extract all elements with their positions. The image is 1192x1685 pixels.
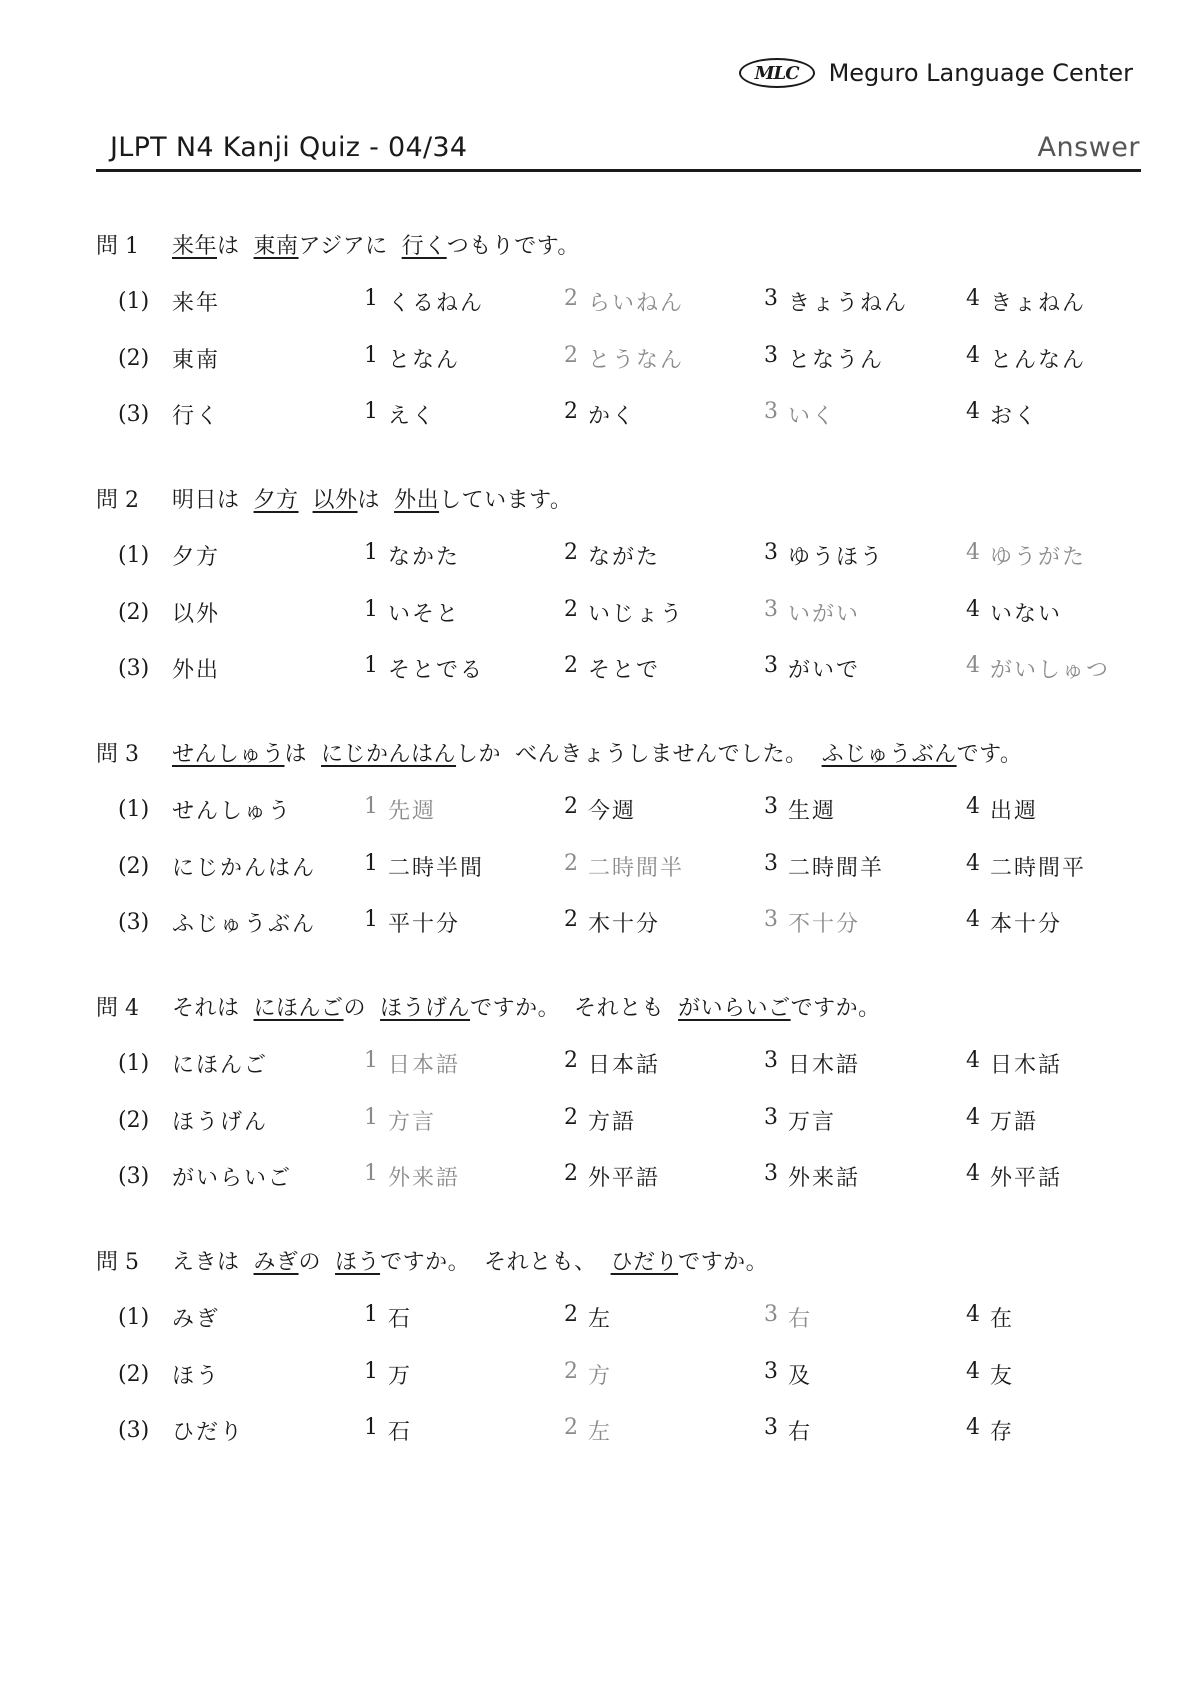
sentence-text: は	[284, 741, 308, 767]
choice-option	[564, 1302, 612, 1333]
choice-number: 2	[564, 398, 578, 424]
question-sentence	[172, 737, 1022, 768]
choice-option	[564, 399, 636, 430]
choice-option	[764, 1105, 836, 1136]
question-sentence	[172, 1245, 768, 1276]
choice-option	[966, 1415, 1014, 1446]
choice-option	[966, 1359, 1014, 1390]
choice-text: 存	[990, 1419, 1015, 1445]
correct-choice	[764, 597, 860, 628]
underlined-word: ほうげん	[380, 995, 471, 1021]
choice-option	[564, 1048, 660, 1079]
choice-number: 2	[564, 850, 578, 876]
choice-text: 先週	[388, 798, 437, 824]
choice-text: そとでる	[388, 657, 485, 683]
underlined-word: 以外	[312, 487, 358, 513]
choice-option	[764, 794, 836, 825]
choice-text: そとで	[588, 657, 661, 683]
question-5	[96, 1240, 1146, 1494]
choice-option	[364, 343, 460, 374]
choice-option	[966, 1105, 1038, 1136]
item-word: せんしゅう	[172, 798, 293, 824]
choice-number: 1	[364, 1414, 378, 1440]
choice-number: 2	[564, 539, 578, 565]
question-number: 問 1	[96, 233, 139, 259]
choice-text: いじょう	[588, 601, 685, 627]
question-sentence	[172, 483, 572, 514]
choice-number: 2	[564, 793, 578, 819]
question-sentence	[172, 229, 580, 260]
item-number: (2)	[118, 853, 150, 879]
choice-text: ゆうほう	[788, 544, 885, 570]
item-word: 夕方	[172, 544, 221, 570]
question-heading	[96, 478, 572, 518]
choice-option	[364, 540, 460, 571]
choice-text: 石	[388, 1419, 413, 1445]
correct-choice	[364, 794, 436, 825]
choice-number: 4	[966, 539, 980, 565]
choice-number: 1	[364, 850, 378, 876]
item-number: (2)	[118, 345, 150, 371]
choice-number: 1	[364, 1104, 378, 1130]
underlined-word: にじかんはん	[321, 741, 457, 767]
choice-number: 2	[564, 285, 578, 311]
correct-choice	[364, 1048, 460, 1079]
choice-option	[364, 851, 484, 882]
choice-number: 2	[564, 906, 578, 932]
choice-text: きょうねん	[788, 290, 909, 316]
choice-number: 1	[364, 539, 378, 565]
choice-number: 2	[564, 1104, 578, 1130]
choice-number: 1	[364, 652, 378, 678]
sentence-text: それとも、	[484, 1249, 597, 1275]
sentence-text: それは	[172, 995, 240, 1021]
choice-option	[764, 851, 884, 882]
mlc-logo-icon: MLC	[739, 58, 815, 88]
question-heading	[96, 986, 881, 1026]
choice-text: いがい	[788, 601, 861, 627]
sentence-text: ですか。	[790, 995, 881, 1021]
choice-option	[364, 597, 460, 628]
choice-number: 3	[764, 906, 778, 932]
sentence-text: ですか。	[678, 1249, 769, 1275]
choice-text: 左	[588, 1419, 613, 1445]
choice-number: 3	[764, 1160, 778, 1186]
correct-choice	[764, 907, 860, 938]
item-word: ひだり	[172, 1419, 245, 1445]
choice-option	[966, 851, 1086, 882]
choice-option	[966, 907, 1062, 938]
sentence-text: つもりです。	[446, 233, 580, 259]
item-number: (1)	[118, 288, 150, 314]
item-number: (1)	[118, 542, 150, 568]
sentence-text: それとも	[574, 995, 665, 1021]
choice-text: 外平話	[990, 1165, 1063, 1191]
item-word: がいらいご	[172, 1165, 293, 1191]
sentence-text: の	[298, 1249, 322, 1275]
underlined-word: 外出	[394, 487, 440, 513]
question-sentence	[172, 991, 881, 1022]
question-1	[96, 224, 1146, 478]
question-heading	[96, 732, 1022, 772]
choice-number: 3	[764, 398, 778, 424]
choice-text: きょねん	[990, 290, 1087, 316]
item-number: (2)	[118, 1107, 150, 1133]
item-number: (1)	[118, 1050, 150, 1076]
item-word: 以外	[172, 601, 221, 627]
correct-choice	[364, 1161, 460, 1192]
item-number: (2)	[118, 599, 150, 625]
choice-option	[364, 399, 436, 430]
choice-number: 4	[966, 793, 980, 819]
choice-option	[764, 286, 908, 317]
choice-number: 1	[364, 1047, 378, 1073]
question-number: 問 2	[96, 487, 139, 513]
choice-text: 万言	[788, 1109, 837, 1135]
correct-choice	[564, 343, 684, 374]
choice-text: えく	[388, 403, 437, 429]
choice-text: 左	[588, 1306, 613, 1332]
choice-text: 在	[990, 1306, 1015, 1332]
question-number: 問 3	[96, 741, 139, 767]
choice-number: 2	[564, 596, 578, 622]
answer-label: Answer	[1037, 131, 1140, 163]
correct-choice	[966, 540, 1086, 571]
choice-number: 4	[966, 906, 980, 932]
choice-text: 万語	[990, 1109, 1039, 1135]
choice-option	[564, 597, 684, 628]
choice-text: 二時半間	[388, 855, 485, 881]
choice-text: 外来話	[788, 1165, 861, 1191]
brand-logo	[739, 58, 1133, 88]
choice-number: 4	[966, 285, 980, 311]
underlined-word: ふじゅうぶん	[821, 741, 957, 767]
choice-option	[966, 399, 1038, 430]
choice-option	[764, 653, 860, 684]
choice-text: 右	[788, 1306, 813, 1332]
choice-text: とんなん	[990, 347, 1087, 373]
choice-number: 3	[764, 1358, 778, 1384]
item-word: 行く	[172, 403, 221, 429]
choice-number: 4	[966, 398, 980, 424]
choice-text: なかた	[388, 544, 461, 570]
question-2	[96, 478, 1146, 732]
choice-text: 及	[788, 1363, 813, 1389]
choice-number: 1	[364, 1301, 378, 1327]
choice-option	[564, 540, 660, 571]
item-word: 東南	[172, 347, 221, 373]
choice-text: 日木話	[990, 1052, 1063, 1078]
correct-choice	[564, 1359, 612, 1390]
choice-number: 3	[764, 850, 778, 876]
choice-text: 友	[990, 1363, 1015, 1389]
choice-text: 方言	[388, 1109, 437, 1135]
choice-text: 外平語	[588, 1165, 661, 1191]
underlined-word: 東南	[253, 233, 299, 259]
choice-option	[564, 907, 660, 938]
choice-number: 4	[966, 850, 980, 876]
item-word: みぎ	[172, 1306, 221, 1332]
choice-number: 4	[966, 1414, 980, 1440]
choice-option	[966, 597, 1062, 628]
choice-number: 2	[564, 1301, 578, 1327]
choice-number: 3	[764, 1414, 778, 1440]
underlined-word: ほう	[335, 1249, 381, 1275]
correct-choice	[364, 1105, 436, 1136]
choice-text: 日本語	[388, 1052, 461, 1078]
item-word: 来年	[172, 290, 221, 316]
choice-number: 2	[564, 652, 578, 678]
correct-choice	[564, 286, 684, 317]
correct-choice	[764, 1302, 812, 1333]
choice-number: 3	[764, 1301, 778, 1327]
choice-option	[764, 540, 884, 571]
sentence-text: です。	[956, 741, 1023, 767]
choice-option	[364, 1415, 412, 1446]
choice-text: 今週	[588, 798, 637, 824]
choice-option	[764, 1359, 812, 1390]
choice-number: 3	[764, 285, 778, 311]
choice-text: 出週	[990, 798, 1039, 824]
choice-text: 日木語	[788, 1052, 861, 1078]
choice-number: 2	[564, 1047, 578, 1073]
underlined-word: 行く	[401, 233, 447, 259]
choice-text: かく	[588, 403, 637, 429]
choice-option	[966, 794, 1038, 825]
item-number: (1)	[118, 1304, 150, 1330]
underlined-word: 夕方	[253, 487, 299, 513]
choice-text: となうん	[788, 347, 885, 373]
item-word: にほんご	[172, 1052, 269, 1078]
choice-number: 1	[364, 342, 378, 368]
choice-text: いそと	[388, 601, 461, 627]
choice-option	[364, 907, 460, 938]
choice-option	[364, 1359, 412, 1390]
choice-text: いく	[788, 403, 837, 429]
choice-number: 4	[966, 1047, 980, 1073]
choice-option	[364, 653, 484, 684]
question-heading	[96, 1240, 768, 1280]
question-heading	[96, 224, 580, 264]
underlined-word: がいらいご	[678, 995, 791, 1021]
underlined-word: ひだり	[610, 1249, 679, 1275]
sentence-text: ですか。	[470, 995, 561, 1021]
item-number: (3)	[118, 1163, 150, 1189]
page-title: JLPT N4 Kanji Quiz - 04/34	[110, 131, 468, 163]
choice-text: ながた	[588, 544, 661, 570]
choice-number: 2	[564, 1160, 578, 1186]
item-number: (1)	[118, 796, 150, 822]
correct-choice	[764, 399, 836, 430]
choice-option	[564, 1161, 660, 1192]
choice-option	[564, 1105, 636, 1136]
sentence-text: しか	[456, 741, 502, 767]
item-word: にじかんはん	[172, 855, 317, 881]
question-number: 問 5	[96, 1249, 139, 1275]
choice-text: くるねん	[388, 290, 485, 316]
sentence-text: は	[357, 487, 381, 513]
choice-number: 3	[764, 342, 778, 368]
choice-number: 1	[364, 398, 378, 424]
choice-number: 3	[764, 596, 778, 622]
choice-text: いない	[990, 601, 1063, 627]
choice-text: 二時間半	[588, 855, 685, 881]
underlined-word: 来年	[172, 233, 218, 259]
choice-option	[364, 286, 484, 317]
correct-choice	[564, 1415, 612, 1446]
choice-number: 3	[764, 1047, 778, 1073]
choice-number: 3	[764, 1104, 778, 1130]
item-word: 外出	[172, 657, 221, 683]
choice-text: 二時間羊	[788, 855, 885, 881]
choice-text: おく	[990, 403, 1039, 429]
item-word: ほう	[172, 1363, 221, 1389]
choice-number: 4	[966, 1104, 980, 1130]
correct-choice	[966, 653, 1110, 684]
choice-number: 2	[564, 342, 578, 368]
choice-number: 1	[364, 1358, 378, 1384]
choice-number: 1	[364, 285, 378, 311]
choice-option	[764, 1415, 812, 1446]
choice-number: 4	[966, 1358, 980, 1384]
choice-text: 生週	[788, 798, 837, 824]
choice-text: 本十分	[990, 911, 1063, 937]
choice-number: 1	[364, 1160, 378, 1186]
underlined-word: にほんご	[253, 995, 344, 1021]
choice-text: 外来語	[388, 1165, 461, 1191]
choice-number: 1	[364, 906, 378, 932]
choice-number: 4	[966, 596, 980, 622]
choice-number: 1	[364, 596, 378, 622]
choice-option	[764, 1048, 860, 1079]
choice-number: 2	[564, 1414, 578, 1440]
choice-text: となん	[388, 347, 461, 373]
choice-option	[364, 1302, 412, 1333]
sentence-text: ですか。	[380, 1249, 471, 1275]
choice-option	[564, 653, 660, 684]
choice-option	[966, 1302, 1014, 1333]
item-number: (2)	[118, 1361, 150, 1387]
choice-text: 右	[788, 1419, 813, 1445]
underlined-word: みぎ	[253, 1249, 299, 1275]
sentence-text: 明日は	[172, 487, 240, 513]
question-3	[96, 732, 1146, 986]
choice-option	[966, 1161, 1062, 1192]
choice-option	[966, 286, 1086, 317]
underlined-word: せんしゅう	[172, 741, 285, 767]
choice-number: 4	[966, 342, 980, 368]
choice-number: 4	[966, 1160, 980, 1186]
item-word: ふじゅうぶん	[172, 911, 317, 937]
choice-text: とうなん	[588, 347, 685, 373]
page-header	[96, 125, 1141, 172]
choice-text: 万	[388, 1363, 413, 1389]
correct-choice	[564, 851, 684, 882]
choice-text: がいで	[788, 657, 861, 683]
question-4	[96, 986, 1146, 1240]
choice-number: 3	[764, 652, 778, 678]
question-number: 問 4	[96, 995, 139, 1021]
item-number: (3)	[118, 655, 150, 681]
choice-number: 2	[564, 1358, 578, 1384]
brand-name: Meguro Language Center	[828, 59, 1133, 87]
choice-option	[966, 343, 1086, 374]
choice-text: 二時間平	[990, 855, 1087, 881]
choice-number: 3	[764, 793, 778, 819]
choice-text: 方語	[588, 1109, 637, 1135]
item-number: (3)	[118, 401, 150, 427]
choice-text: 不十分	[788, 911, 861, 937]
sentence-text: べんきょうしませんでした。	[515, 741, 808, 767]
sentence-text: アジアに	[298, 233, 388, 259]
choice-option	[764, 1161, 860, 1192]
choice-text: 平十分	[388, 911, 461, 937]
choice-number: 4	[966, 652, 980, 678]
choice-option	[764, 343, 884, 374]
sentence-text: の	[343, 995, 367, 1021]
sentence-text: しています。	[439, 487, 573, 513]
choice-text: 石	[388, 1306, 413, 1332]
item-word: ほうげん	[172, 1109, 269, 1135]
choice-text: らいねん	[588, 290, 685, 316]
choice-text: 日本話	[588, 1052, 661, 1078]
choice-number: 3	[764, 539, 778, 565]
choice-number: 4	[966, 1301, 980, 1327]
choice-text: 木十分	[588, 911, 661, 937]
choice-number: 1	[364, 793, 378, 819]
sentence-text: えきは	[172, 1249, 240, 1275]
quiz-content	[96, 224, 1146, 1494]
choice-text: ゆうがた	[990, 544, 1087, 570]
item-number: (3)	[118, 909, 150, 935]
item-number: (3)	[118, 1417, 150, 1443]
choice-text: がいしゅつ	[990, 657, 1111, 683]
choice-text: 方	[588, 1363, 613, 1389]
sentence-text: は	[217, 233, 240, 259]
choice-option	[564, 794, 636, 825]
choice-option	[966, 1048, 1062, 1079]
